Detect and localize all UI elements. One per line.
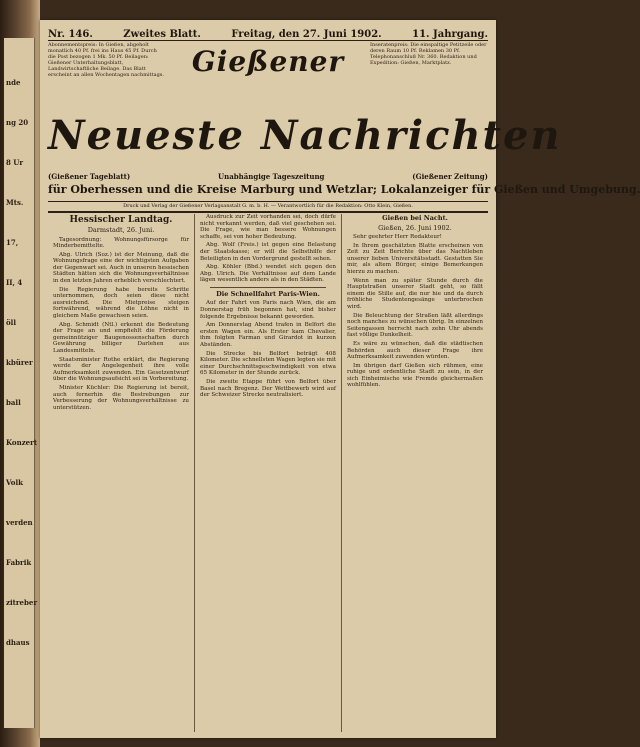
previous-page-edge — [4, 38, 38, 728]
column-3-dateline: Gießen, 26. Juni 1902. — [378, 223, 452, 232]
previous-page-fragment: ng 20 — [6, 118, 29, 127]
previous-page-fragment: nde — [6, 78, 21, 87]
previous-page-fragment: ball — [6, 398, 21, 407]
previous-page-fragment: dhaus — [6, 638, 30, 647]
article-columns — [48, 214, 488, 732]
column-3-heading: Gießen bei Nacht. — [382, 214, 448, 222]
paragraph: Abg. Ulrich (Soz.) ist der Meinung, daß die Wohnungsfrage eine der wichtigsten Aufgaben der Gegenwart sei. Auch in unseren hessischen Städten hätten sich die Wohnungsverhältnisse in den letzten Jahren erheblich verschlechtert. — [53, 251, 189, 285]
print-line: Druck und Verlag der Gießener Verlagsanstalt G. m. b. H. — Verantwortlich für die Redaktion: Otto Klein, Gießen. — [48, 201, 488, 213]
newspaper-page — [40, 20, 640, 738]
newspaper-title: Neueste Nachrichten — [48, 112, 562, 159]
paragraph: Tagesordnung: Wohnungsfürsorge für Minderbemittelte. — [53, 236, 189, 250]
tagline-center: Unabhängige Tageszeitung — [218, 172, 325, 181]
paragraph: Sehr geehrter Herr Redakteur! — [353, 234, 442, 240]
column-1-body — [53, 237, 189, 412]
paragraph: Staatsminister Rothe erklärt, die Regierung werde der Angelegenheit ihre volle Aufmerksamkeit zuwenden. Ein Gesetzentwurf über die Wohnungsaufsicht sei in Vorbereitung. — [53, 356, 189, 383]
paragraph: Am Donnerstag Abend trafen in Belfort die ersten Wagen ein. Als Erster kam Chevalier, ihm folgten Farman und Girardot in kurzen Abständen. — [200, 322, 336, 348]
tagline — [48, 172, 488, 182]
title-upper: Gießener — [191, 45, 345, 78]
previous-page-fragment: 17, — [6, 238, 19, 247]
previous-page-fragment: 8 Ur — [6, 158, 24, 167]
previous-page-fragment: öll — [6, 318, 16, 327]
paragraph: Wenn man zu später Stunde durch die Hauptstraßen unserer Stadt geht, so fällt einem die Stille auf, die nur hie und da durch fröhliche Studentengesänge unterbrochen wird. — [347, 277, 483, 310]
subscription-info: Abonnementspreis: In Gießen, abgeholt monatlich 40 Pf. frei ins Haus 45 Pf. Durch die Post bezogen 1 Mk. 50 Pf. Beilagen: Gießener Unterhaltungsblatt, Landwirtschaftliche Beilage. Das Blatt erscheint an allen Wochentagen nachmittags. — [48, 42, 164, 78]
previous-page-fragment: Konzert — [6, 438, 38, 447]
paragraph: Im übrigen darf Gießen sich rühmen, eine ruhige und ordentliche Stadt zu sein, in der sich Einheimische wie Fremde gleichermaßen wohlfühlen. — [347, 362, 483, 389]
region-line: für Oberhessen und die Kreise Marburg und Wetzlar; Lokalanzeiger für Gießen und Umgebung. — [48, 183, 640, 196]
column-1-dateline: Darmstadt, 26. Juni. — [87, 226, 155, 234]
previous-page-fragment: zitreber — [6, 598, 38, 607]
paragraph: Die Regierung habe bereits Schritte unternommen, doch seien diese nicht ausreichend. Die Mietpreise steigen fortwährend, während die Löhne nicht in gleichem Maße gewachsen seien. — [53, 286, 189, 320]
paragraph: Die Strecke bis Belfort beträgt 408 Kilometer. Die schnellsten Wagen legten sie mit einer Durchschnittsgeschwindigkeit von etwa 65 Kilometer in der Stunde zurück. — [200, 350, 336, 377]
paragraph: Minister Küchler: Die Regierung ist bereit, auch fernerhin die Bestrebungen zur Verbesserung der Wohnungsverhältnisse zu unterstützen. — [53, 384, 189, 411]
paragraph: Abg. Wolf (Freis.) ist gegen eine Belastung der Staatskasse; er will die Selbsthilfe der Beteiligten in den Vordergrund gestellt sehen. — [200, 242, 336, 262]
paragraph: Die Beleuchtung der Straßen läßt allerdings noch manches zu wünschen übrig. In einzelnen Seitengassen herrscht nach zehn Uhr abends fast völlige Dunkelheit. — [347, 312, 483, 339]
advertising-info: Inseratenpreis: Die einspaltige Petitzeile oder deren Raum 10 Pf. Reklamen 30 Pf. Telephonanschluß Nr. 360. Redaktion und Expedition: Gießen, Marktplatz. — [370, 42, 487, 66]
paragraph: Abg. Schmidt (Ntl.) erkennt die Bedeutung der Frage an und empfiehlt die Förderung gemeinnütziger Baugenossenschaften durch Gewährung billiger Darlehen aus Landesmitteln. — [53, 321, 189, 354]
column-3-body — [347, 234, 483, 389]
volume-label: 11. Jahrgang. — [412, 29, 488, 40]
previous-page-fragment: II, 4 — [6, 278, 23, 287]
paragraph: Abg. Köhler (Bbd.) wendet sich gegen den Abg. Ulrich. Die Verhältnisse auf dem Lande lägen wesentlich anders als in den Städten. — [200, 264, 336, 284]
previous-page-fragment: verden — [6, 518, 33, 527]
previous-page-fragment: Mts. — [6, 198, 24, 207]
column-1-heading: Hessischer Landtag. — [69, 215, 173, 225]
column-2-section-body — [200, 300, 336, 398]
previous-page-fragment: Fabrik — [6, 558, 32, 567]
column-2 — [195, 214, 342, 732]
column-1 — [48, 214, 195, 732]
paragraph: Es wäre zu wünschen, daß die städtischen Behörden auch dieser Frage ihre Aufmerksamkeit zuwenden würden. — [347, 340, 483, 361]
column-2-body — [200, 214, 336, 284]
previous-page-fragment: kbürer — [6, 358, 33, 367]
tagline-left: (Gießener Tageblatt) — [48, 172, 131, 181]
tagline-right: (Gießener Zeitung) — [412, 172, 488, 181]
issue-number: Nr. 146. — [48, 29, 93, 40]
paragraph: In Ihrem geschätzten Blatte erscheinen von Zeit zu Zeit Berichte über das Nachtleben unserer lieben Universitätsstadt. Gestatten Sie mir, als altem Bürger, einige Bemerkungen hierzu zu machen. — [347, 242, 483, 275]
issue-date: Freitag, den 27. Juni 1902. — [231, 29, 382, 40]
sheet-label: Zweites Blatt. — [123, 29, 201, 40]
previous-page-fragment: Volk — [6, 478, 23, 487]
column-3 — [342, 214, 488, 732]
paragraph: Ausdruck zur Zeit vorhanden sei, doch dürfe nicht verkannt werden, daß viel geschehen sei. Die Frage, wie man bessere Wohnungen schaffe, sei von hoher Bedeutung. — [200, 214, 336, 240]
paragraph: Auf der Fahrt von Paris nach Wien, die am Donnerstag früh begonnen hat, sind bisher folgende Ergebnisse bekannt geworden. — [200, 300, 336, 320]
section-rule — [210, 287, 326, 288]
issue-line — [48, 26, 488, 41]
column-2-section-heading: Die Schnellfahrt Paris-Wien. — [216, 289, 320, 298]
paragraph: Die zweite Etappe führt von Belfort über Basel nach Bregenz. Der Wettbewerb wird auf der Schweizer Strecke neutralisiert. — [200, 378, 336, 399]
